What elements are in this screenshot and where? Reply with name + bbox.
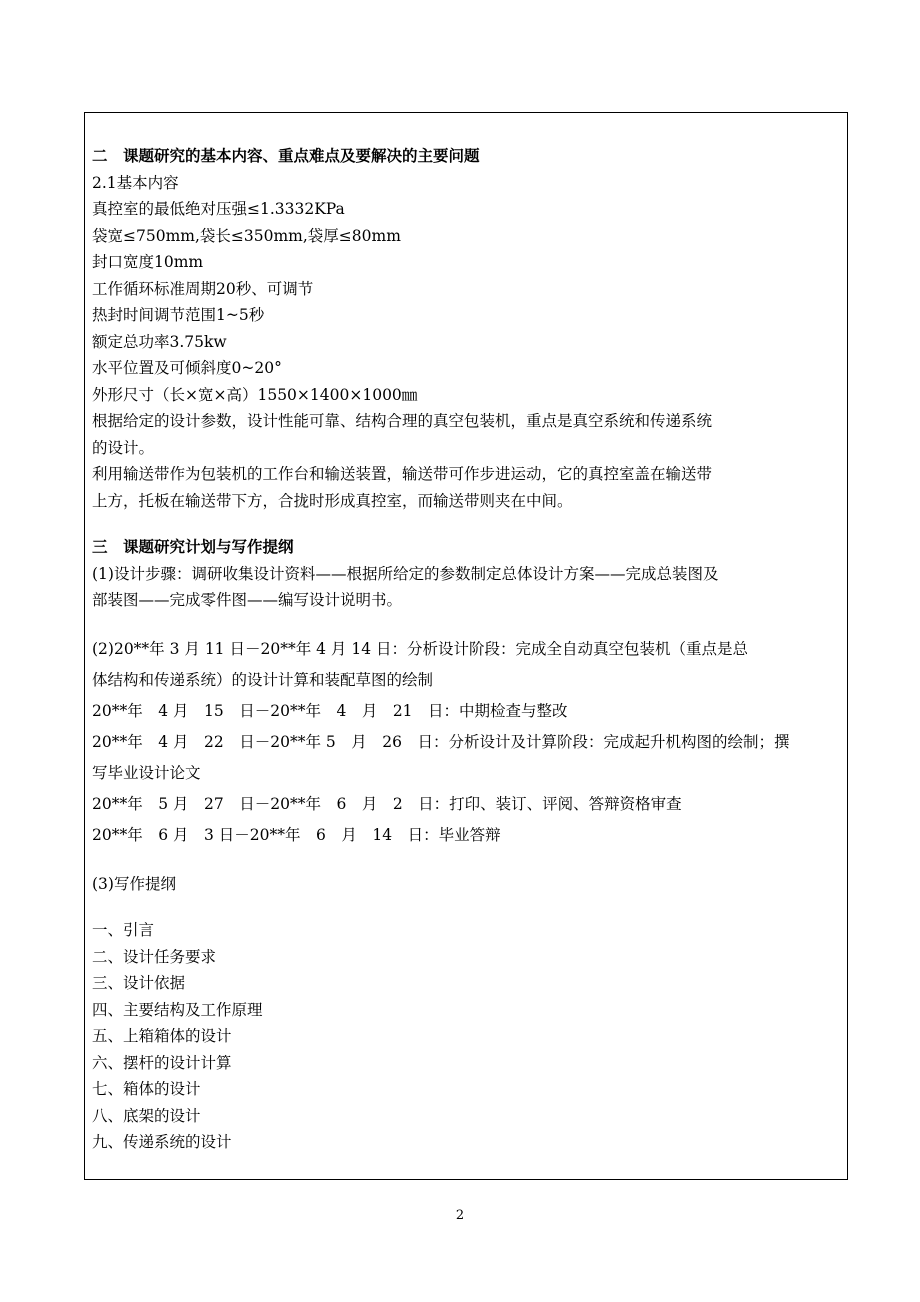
text-line: 额定总功率3.75kw bbox=[92, 332, 227, 351]
outline-item: 八、底架的设计 bbox=[92, 1106, 201, 1125]
text-line: 水平位置及可倾斜度0~20° bbox=[92, 359, 282, 377]
text-line: 上方，托板在输送带下方，合拢时形成真控室，而输送带则夹在中间。 bbox=[92, 491, 573, 510]
text-line: 体结构和传递系统）的设计计算和装配草图的绘制 bbox=[92, 670, 434, 689]
document-content bbox=[92, 143, 840, 1156]
text-line: 封口宽度10mm bbox=[92, 253, 204, 271]
outline-item: 一、引言 bbox=[92, 921, 155, 939]
text-line: 外形尺寸（长×宽×高）1550×1400×1000㎜ bbox=[92, 385, 418, 404]
outline-item: 六、摆杆的设计计算 bbox=[92, 1053, 232, 1072]
section-heading: 二 课题研究的基本内容、重点难点及要解决的主要问题 bbox=[92, 146, 480, 165]
text-line: 写毕业设计论文 bbox=[92, 763, 201, 782]
text-line: 20**年 4 月 22 日－20**年 5 月 26 日：分析设计及计算阶段：完成起升机构图的绘制；撰 bbox=[92, 732, 790, 751]
outline-title: (3)写作提纲 bbox=[92, 874, 176, 893]
outline-item: 二、设计任务要求 bbox=[92, 947, 217, 966]
text-line: 袋宽≤750mm,袋长≤350mm,袋厚≤80mm bbox=[92, 226, 401, 245]
outline-item: 三、设计依据 bbox=[92, 974, 186, 992]
text-line: (1)设计步骤：调研收集设计资料——根据所给定的参数制定总体设计方案——完成总装图及 bbox=[92, 564, 719, 583]
text-line: 根据给定的设计参数，设计性能可靠、结构合理的真空包装机，重点是真空系统和传递系统 bbox=[92, 412, 713, 430]
text-line: 热封时间调节范围1~5秒 bbox=[92, 306, 265, 324]
text-line: 部装图——完成零件图——编写设计说明书。 bbox=[92, 591, 403, 609]
text-line: 的设计。 bbox=[92, 438, 155, 457]
text-line: 利用输送带作为包装机的工作台和输送装置，输送带可作步进运动，它的真控室盖在输送带 bbox=[92, 465, 713, 483]
content-table-cell bbox=[84, 112, 848, 1180]
text-line: (2)20**年 3 月 11 日－20**年 4 月 14 日：分析设计阶段：完成全自动真空包装机（重点是总 bbox=[92, 639, 748, 658]
outline-item: 四、主要结构及工作原理 bbox=[92, 1000, 263, 1019]
text-line: 真控室的最低绝对压强≤1.3332KPa bbox=[92, 200, 345, 218]
text-line: 20**年 5 月 27 日－20**年 6 月 2 日：打印、装订、评阅、答辩资格审查 bbox=[92, 794, 682, 813]
text-line: 20**年 4 月 15 日－20**年 4 月 21 日：中期检查与整改 bbox=[92, 701, 568, 720]
text-line: 20**年 6 月 3 日－20**年 6 月 14 日：毕业答辩 bbox=[92, 825, 501, 844]
text-line: 2.1基本内容 bbox=[92, 173, 179, 192]
outline-item: 七、箱体的设计 bbox=[92, 1080, 201, 1098]
page-number: 2 bbox=[455, 1208, 465, 1223]
outline-item: 五、上箱箱体的设计 bbox=[92, 1027, 232, 1045]
text-line: 工作循环标准周期20秒、可调节 bbox=[92, 279, 314, 298]
outline-item: 九、传递系统的设计 bbox=[92, 1133, 232, 1151]
section-heading: 三 课题研究计划与写作提纲 bbox=[92, 537, 294, 556]
